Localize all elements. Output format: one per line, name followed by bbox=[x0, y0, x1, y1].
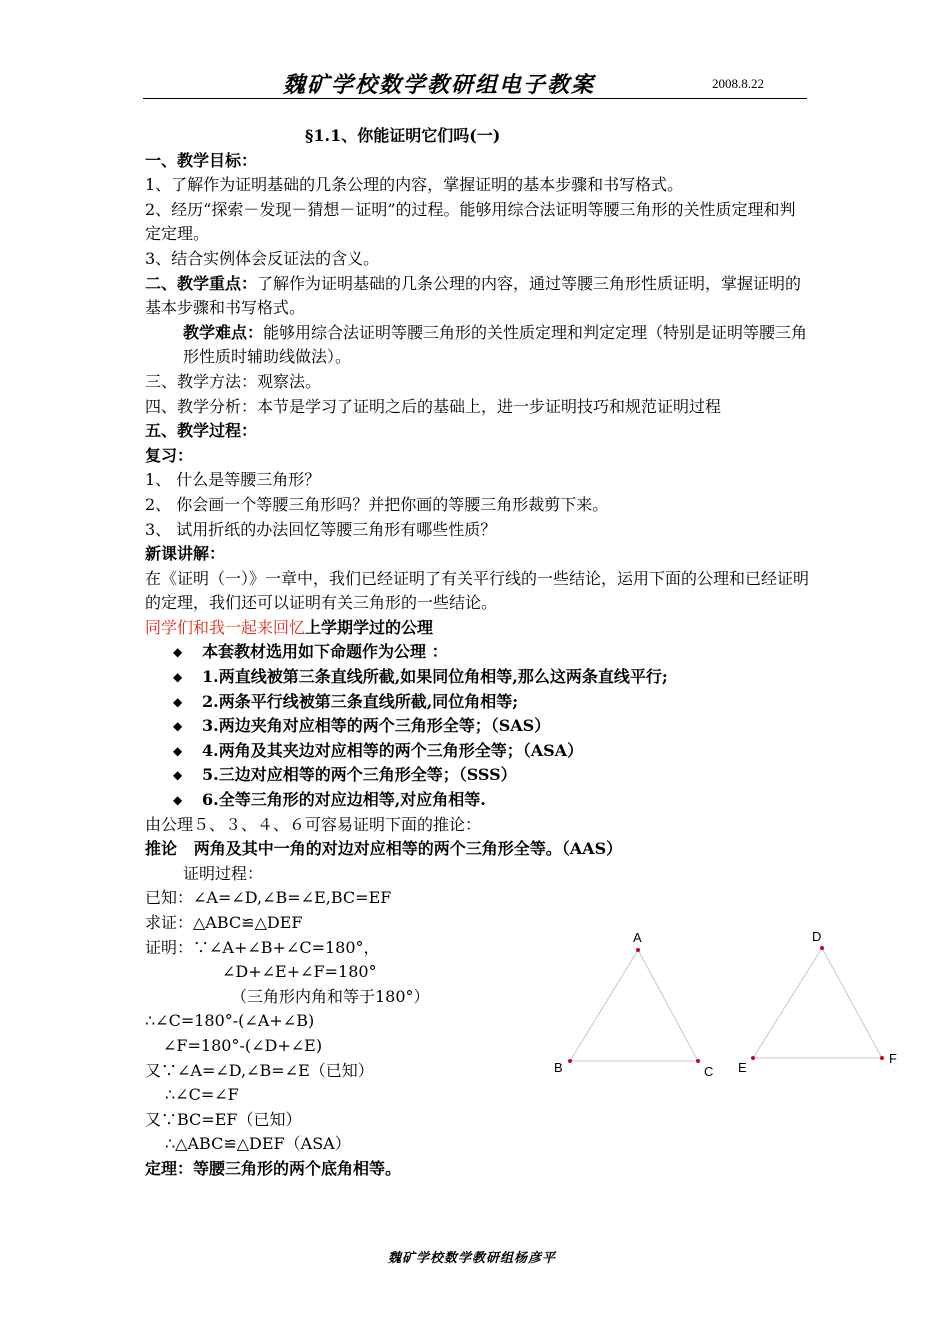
corollary bbox=[145, 837, 809, 862]
proof-line: （三角形内角和等于180°） bbox=[231, 986, 430, 1006]
diamond-bullet-icon: ◆ bbox=[173, 719, 183, 734]
diamond-bullet-icon: ◆ bbox=[173, 793, 183, 808]
label-f: F bbox=[889, 1051, 897, 1066]
triangles-svg bbox=[548, 928, 910, 1088]
label-e: E bbox=[738, 1060, 747, 1075]
page-footer: 魏矿学校数学教研组杨彦平 bbox=[388, 1251, 557, 1266]
recall-line bbox=[145, 616, 809, 641]
congruent-triangles-figure bbox=[548, 928, 910, 1088]
label-b: B bbox=[554, 1060, 563, 1075]
diamond-bullet-icon: ◆ bbox=[173, 645, 183, 660]
axiom-item: ◆ 5.三边对应相等的两个三角形全等；（SSS） bbox=[145, 763, 809, 788]
point-a bbox=[636, 948, 640, 952]
review-heading: 复习： bbox=[145, 445, 194, 465]
new-lesson-intro: 在《证明（一）》一章中，我们已经证明了有关平行线的一些结论，运用下面的公理和已经证明的定理，我们还可以证明有关三角形的一些结论。 bbox=[145, 568, 810, 613]
segment-ac bbox=[638, 950, 698, 1061]
proof-line: ∴△ABC≌△DEF（ASA） bbox=[165, 1134, 351, 1154]
diamond-bullet-icon: ◆ bbox=[173, 743, 183, 758]
proof-line: ∠D+∠E+∠F=180° bbox=[222, 962, 377, 982]
recall-red-text: 同学们和我一起来回忆 bbox=[145, 617, 306, 637]
proof-line: 证明：∵∠A+∠B+∠C=180°， bbox=[145, 937, 380, 957]
proof-block bbox=[145, 862, 605, 1157]
goal-item-2: 2、经历“探索－发现－猜想－证明”的过程。能够用综合法证明等腰三角形的关性质定理和判定定理。 bbox=[145, 199, 796, 244]
difficulty-text: 能够用综合法证明等腰三角形的关性质定理和判定定理（特别是证明等腰三角形性质时辅助线做法）。 bbox=[183, 322, 808, 367]
point-b bbox=[568, 1059, 572, 1063]
difficulty-label: 教学难点： bbox=[183, 322, 264, 342]
difficulty bbox=[145, 321, 809, 370]
key-point-text: 了解作为证明基础的几条公理的内容，通过等腰三角形性质证明，掌握证明的基本步骤和书写格式。 bbox=[145, 273, 802, 318]
proof-line: 又∵∠A=∠D,∠B=∠E（已知） bbox=[145, 1060, 374, 1080]
label-d: D bbox=[812, 929, 822, 944]
section-title: §1.1、你能证明它们吗(一) bbox=[305, 126, 501, 145]
key-point-label: 二、教学重点： bbox=[145, 273, 258, 293]
label-c: C bbox=[704, 1064, 714, 1079]
proof-line: 求证：△ABC≌△DEF bbox=[145, 913, 303, 932]
segment-ab bbox=[570, 950, 638, 1061]
review-item-3: 3、 试用折纸的办法回忆等腰三角形有哪些性质？ bbox=[145, 519, 497, 539]
axiom-item: ◆ 本套教材选用如下命题作为公理 ： bbox=[145, 640, 809, 665]
header-date: 2008.8.22 bbox=[712, 76, 764, 91]
point-e bbox=[751, 1056, 755, 1060]
diamond-bullet-icon: ◆ bbox=[173, 768, 183, 783]
corollary-text: 两角及其中一角的对边对应相等的两个三角形全等。（AAS） bbox=[193, 839, 623, 859]
review-item-2: 2、 你会画一个等腰三角形吗？并把你画的等腰三角形裁剪下来。 bbox=[145, 494, 609, 514]
segment-df bbox=[822, 948, 882, 1058]
point-c bbox=[696, 1059, 700, 1063]
corollary-lead: 由公理５、３、４、６可容易证明下面的推论： bbox=[145, 814, 482, 834]
corollary-label: 推论 bbox=[145, 839, 178, 859]
proof-heading: 证明过程： bbox=[183, 863, 264, 883]
key-point bbox=[145, 272, 809, 321]
proof-line: ∴∠C=180°-(∠A+∠B) bbox=[145, 1011, 315, 1031]
teaching-method: 三、教学方法：观察法。 bbox=[145, 371, 322, 391]
recall-rest-text: 上学期学过的公理 bbox=[305, 617, 434, 637]
diamond-bullet-icon: ◆ bbox=[173, 694, 183, 709]
goal-item-1: 1、了解作为证明基础的几条公理的内容，掌握证明的基本步骤和书写格式。 bbox=[145, 175, 684, 195]
goal-item-3: 3、结合实例体会反证法的含义。 bbox=[145, 248, 380, 268]
teaching-analysis: 四、教学分析：本节是学习了证明之后的基础上，进一步证明技巧和规范证明过程 bbox=[145, 396, 722, 416]
segment-de bbox=[753, 948, 822, 1058]
header-title: 魏矿学校数学教研组电子教案 bbox=[283, 72, 596, 98]
point-f bbox=[880, 1056, 884, 1060]
axiom-item: ◆ 6.全等三角形的对应边相等,对应角相等. bbox=[145, 788, 809, 813]
proof-line: 已知：∠A=∠D,∠B=∠E,BC=EF bbox=[145, 888, 392, 908]
triangle-def bbox=[753, 948, 882, 1058]
point-d bbox=[820, 946, 824, 950]
label-a: A bbox=[633, 930, 642, 945]
axiom-item: ◆ 4.两角及其夹边对应相等的两个三角形全等；（ASA） bbox=[145, 739, 809, 764]
theorem: 定理：等腰三角形的两个底角相等。 bbox=[145, 1158, 402, 1178]
new-lesson-heading: 新课讲解： bbox=[145, 544, 226, 564]
goals-heading: 一、教学目标： bbox=[145, 150, 258, 170]
triangle-abc bbox=[570, 950, 698, 1061]
header-divider bbox=[143, 98, 807, 99]
axiom-item: ◆ 3.两边夹角对应相等的两个三角形全等；（SAS） bbox=[145, 714, 809, 739]
axiom-item: ◆ 1.两直线被第三条直线所截,如果同位角相等,那么这两条直线平行; bbox=[145, 665, 809, 690]
review-item-1: 1、 什么是等腰三角形？ bbox=[145, 470, 321, 490]
axiom-item: ◆ 2.两条平行线被第三条直线所截,同位角相等; bbox=[145, 690, 809, 715]
proof-line: 又∵BC=EF（已知） bbox=[145, 1109, 302, 1129]
proof-line: ∠F=180°-(∠D+∠E) bbox=[163, 1035, 323, 1055]
diamond-bullet-icon: ◆ bbox=[173, 670, 183, 685]
process-heading: 五、教学过程： bbox=[145, 421, 258, 441]
proof-line: ∴∠C=∠F bbox=[165, 1085, 239, 1105]
axiom-list bbox=[145, 640, 809, 812]
